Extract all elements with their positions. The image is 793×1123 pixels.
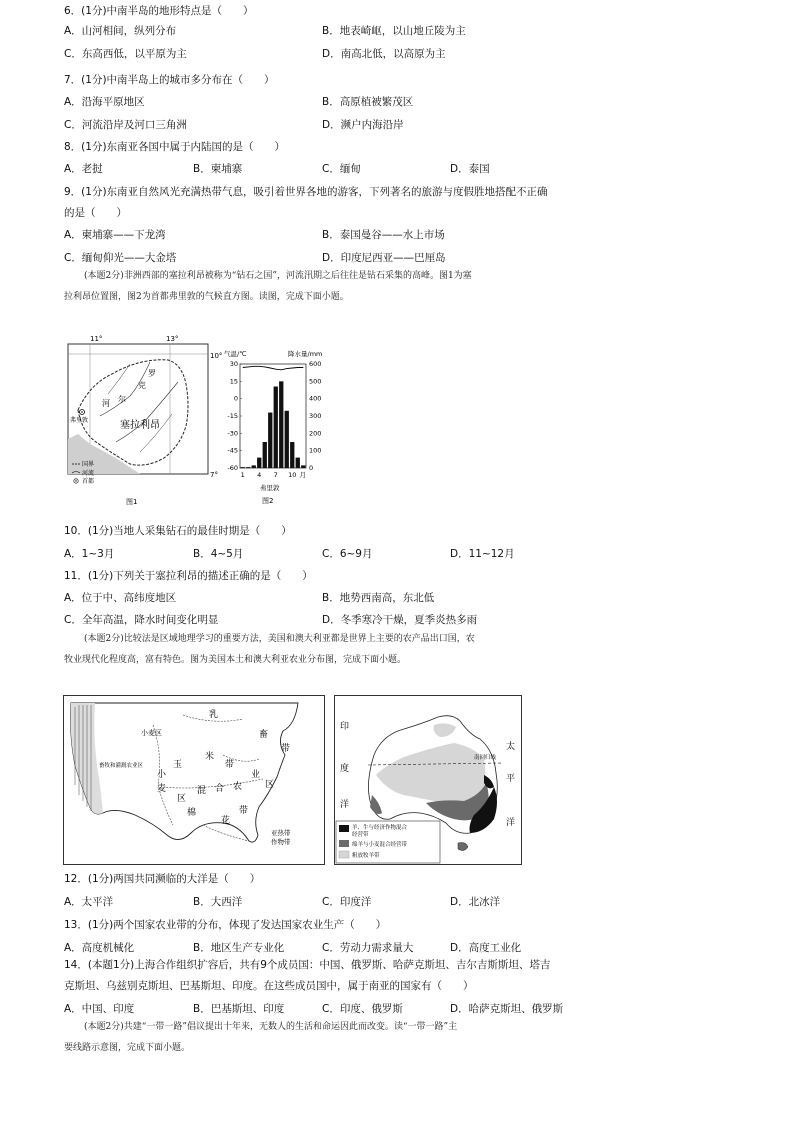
fig1-river-char-3: 尔 bbox=[118, 395, 126, 404]
fig2-precip-axis-label: 降水量/mm bbox=[288, 350, 323, 358]
q6-option-c[interactable]: C．东高西低，以平原为主 bbox=[64, 48, 187, 60]
fig1-lat-label-1: 10° bbox=[210, 352, 223, 360]
fig1-sierra-leone-map bbox=[60, 334, 225, 509]
precip-tick-label: 600 bbox=[309, 360, 322, 368]
fig2-climate-chart bbox=[222, 346, 337, 506]
us-mixed-char-4: 业 bbox=[251, 770, 261, 780]
aus-ocean-right-char-3: 洋 bbox=[506, 818, 516, 828]
us-cotton-char-1: 棉 bbox=[187, 808, 197, 818]
q7-option-b[interactable]: B．高原植被繁茂区 bbox=[322, 96, 414, 108]
precip-tick-label: 0 bbox=[309, 464, 314, 472]
q6-option-d[interactable]: D．南高北低，以高原为主 bbox=[322, 48, 446, 60]
aus-ocean-left-char-2: 度 bbox=[340, 764, 350, 774]
q9-stem-line2: 的是（ ） bbox=[64, 207, 127, 219]
us-subtropical-label-2: 作物带 bbox=[271, 838, 291, 846]
q6-stem: 6．(1分)中南半岛的地形特点是（ ） bbox=[64, 5, 254, 17]
us-mixed-char-3: 农 bbox=[233, 782, 243, 792]
q13-option-d[interactable]: D．高度工业化 bbox=[450, 942, 522, 954]
fig1-caption: 图1 bbox=[126, 498, 138, 506]
precip-bar-1 bbox=[241, 467, 245, 468]
fig1-river-char-1: 罗 bbox=[148, 369, 156, 378]
us-cotton-char-2: 花 bbox=[221, 816, 231, 826]
us-mixed-char-2: 合 bbox=[215, 784, 225, 794]
us-region-wheat: 小麦区 bbox=[141, 729, 162, 737]
precip-bar-5 bbox=[263, 442, 267, 468]
precip-bar-11 bbox=[296, 458, 300, 468]
q11-option-d[interactable]: D．冬季寒冷干燥，夏季炎热多雨 bbox=[322, 614, 478, 626]
fig1-lon-label-2: 13° bbox=[166, 335, 179, 343]
q7-option-d[interactable]: D．濒户内海沿岸 bbox=[322, 119, 404, 131]
temperature-line bbox=[243, 366, 303, 370]
q12-option-a[interactable]: A．太平洋 bbox=[64, 896, 114, 908]
fig1-country-label: 塞拉利昂 bbox=[120, 420, 160, 431]
month-tick-label: 7 bbox=[273, 471, 278, 479]
q8-option-b[interactable]: B．柬埔寨 bbox=[193, 163, 243, 175]
precip-bar-7 bbox=[274, 387, 278, 468]
q10-option-c[interactable]: C．6~9月 bbox=[322, 548, 373, 560]
us-region-west: 畜牧和灌溉农业区 bbox=[99, 763, 144, 769]
q12-option-c[interactable]: C．印度洋 bbox=[322, 896, 372, 908]
fig2-temp-axis-label: 气温/℃ bbox=[224, 350, 247, 358]
temp-tick-label: 15 bbox=[229, 377, 238, 386]
passage1-line1: (本题2分)非洲西部的塞拉利昂被称为“钻石之国”，河流汛期之后往往是钻石采集的高峰。图1为塞 bbox=[84, 271, 472, 281]
q6-option-b[interactable]: B．地表崎岖，以山地丘陵为主 bbox=[322, 25, 466, 37]
q8-option-d[interactable]: D．泰国 bbox=[450, 163, 490, 175]
passage2-line1: (本题2分)比较法是区域地理学习的重要方法，美国和澳大利亚都是世界上主要的农产品出口国，农 bbox=[84, 634, 475, 644]
fig1-legend-river: 河流 bbox=[82, 470, 95, 477]
fig1-lon-label-1: 11° bbox=[90, 335, 103, 343]
temp-tick-label: -30 bbox=[227, 429, 238, 438]
q14-stem-line1: 14．(本题1分)上海合作组织扩容后，共有9个成员国：中国、俄罗斯、哈萨克斯坦、吉尔吉斯斯坦、塔吉 bbox=[64, 959, 551, 971]
australia-agriculture-map bbox=[334, 695, 522, 865]
us-mixed-char-5: 区 bbox=[265, 780, 275, 790]
us-wheat-char-3: 区 bbox=[177, 794, 187, 804]
us-dairy-char-1: 乳 bbox=[209, 710, 219, 720]
passage2-line2: 牧业现代化程度高，富有特色。图为美国本土和澳大利亚农业分布图，完成下面小题。 bbox=[64, 655, 407, 665]
fig1-river-char-4: 河 bbox=[102, 399, 110, 408]
q9-stem-line1: 9．(1分)东南亚自然风光充满热带气息，吸引着世界各地的游客，下列著名的旅游与度假胜地搭配不正确 bbox=[64, 186, 548, 198]
q13-option-b[interactable]: B．地区生产专业化 bbox=[193, 942, 285, 954]
q14-stem-line2: 克斯坦、乌兹别克斯坦、巴基斯坦、印度。在这些成员国中，属于南亚的国家有（ ） bbox=[64, 980, 474, 992]
us-dairy-char-2: 畜 bbox=[259, 730, 269, 740]
aus-legend-wheat-sheep: 绵羊与小麦混合经营带 bbox=[352, 842, 408, 848]
q10-stem: 10．(1分)当地人采集钻石的最佳时期是（ ） bbox=[64, 525, 292, 537]
q9-option-b[interactable]: B．泰国曼谷——水上市场 bbox=[322, 229, 445, 241]
q11-option-a[interactable]: A．位于中、高纬度地区 bbox=[64, 592, 177, 604]
q10-option-a[interactable]: A．1~3月 bbox=[64, 548, 115, 560]
precip-bar-2 bbox=[246, 467, 250, 468]
us-corn-char-2: 米 bbox=[205, 752, 215, 762]
us-corn-char-1: 玉 bbox=[173, 760, 183, 770]
q14-option-c[interactable]: C．印度、俄罗斯 bbox=[322, 1003, 403, 1015]
q7-stem: 7．(1分)中南半岛上的城市多分布在（ ） bbox=[64, 74, 275, 86]
temp-tick-label: 0 bbox=[233, 394, 238, 403]
temp-tick-label: 30 bbox=[229, 360, 238, 368]
fig1-legend-border: 国界 bbox=[82, 461, 95, 468]
us-wheat-char-1: 小 bbox=[157, 770, 167, 780]
q6-option-a[interactable]: A．山河相间，纵列分布 bbox=[64, 25, 177, 37]
q7-option-a[interactable]: A．沿海平原地区 bbox=[64, 96, 145, 108]
q9-option-d[interactable]: D．印度尼西亚——巴厘岛 bbox=[322, 252, 446, 264]
month-tick-label: 月 bbox=[299, 471, 306, 479]
aus-ocean-right-char-1: 太 bbox=[506, 742, 516, 752]
aus-tropic-label: 南回归线 bbox=[474, 755, 497, 761]
q10-option-b[interactable]: B．4~5月 bbox=[193, 548, 244, 560]
precip-tick-label: 400 bbox=[309, 394, 322, 403]
q13-stem: 13．(1分)两个国家农业带的分布，体现了发达国家农业生产（ ） bbox=[64, 919, 387, 931]
precip-bar-9 bbox=[285, 411, 289, 468]
temp-tick-label: -45 bbox=[227, 446, 238, 455]
precip-bar-10 bbox=[290, 442, 294, 468]
fig1-river-char-2: 克 bbox=[138, 381, 146, 390]
us-subtropical-label-1: 亚热带 bbox=[271, 829, 291, 837]
temp-tick-label: -15 bbox=[227, 412, 238, 420]
us-dairy-char-3: 带 bbox=[281, 744, 291, 754]
precip-bar-4 bbox=[257, 458, 261, 468]
month-tick-label: 4 bbox=[257, 471, 262, 479]
passage1-line2: 拉利昂位置图，图2为首都弗里敦的气候直方图。读图，完成下面小题。 bbox=[64, 292, 349, 302]
q10-option-d[interactable]: D．11~12月 bbox=[450, 548, 515, 560]
q7-option-c[interactable]: C．河流沿岸及河口三角洲 bbox=[64, 119, 187, 131]
precip-bar-3 bbox=[252, 465, 256, 468]
q13-option-a[interactable]: A．高度机械化 bbox=[64, 942, 135, 954]
q8-option-c[interactable]: C．缅甸 bbox=[322, 163, 361, 175]
us-mixed-char-1: 混 bbox=[197, 786, 207, 796]
q14-option-a[interactable]: A．中国、印度 bbox=[64, 1003, 135, 1015]
q11-stem: 11．(1分)下列关于塞拉利昂的描述正确的是（ ） bbox=[64, 570, 313, 582]
passage3-line1: (本题2分)共建“一带一路”倡议提出十年来，无数人的生活和命运因此而改变。读“一带一路”主 bbox=[84, 1022, 458, 1032]
us-agriculture-map bbox=[63, 695, 325, 865]
month-tick-label: 10 bbox=[288, 471, 297, 479]
us-corn-char-3: 带 bbox=[225, 760, 235, 770]
month-tick-label: 1 bbox=[240, 471, 245, 479]
precip-tick-label: 500 bbox=[309, 377, 322, 386]
precip-tick-label: 200 bbox=[309, 429, 322, 438]
q9-option-c[interactable]: C．缅甸仰光——大金塔 bbox=[64, 252, 177, 264]
aus-ocean-right-char-2: 平 bbox=[506, 774, 516, 784]
q8-option-a[interactable]: A．老挝 bbox=[64, 163, 103, 175]
fig2-caption: 图2 bbox=[262, 497, 274, 505]
q12-option-d[interactable]: D．北冰洋 bbox=[450, 896, 501, 908]
q12-option-b[interactable]: B．大西洋 bbox=[193, 896, 243, 908]
q9-option-a[interactable]: A．柬埔寨——下龙湾 bbox=[64, 229, 166, 241]
q8-stem: 8．(1分)东南亚各国中属于内陆国的是（ ） bbox=[64, 141, 286, 153]
aus-legend-extensive: 粗放牧羊带 bbox=[352, 853, 380, 859]
fig1-lat-label-2: 7° bbox=[210, 471, 218, 479]
aus-ocean-left-char-3: 洋 bbox=[340, 800, 350, 810]
q11-option-c[interactable]: C．全年高温，降水时间变化明显 bbox=[64, 614, 219, 626]
q12-stem: 12．(1分)两国共同濒临的大洋是（ ） bbox=[64, 873, 261, 885]
fig1-legend-capital: 首都 bbox=[82, 478, 95, 485]
aus-legend-mixed-line2: 经营带 bbox=[352, 832, 369, 838]
fig1-capital-label: 弗里敦 bbox=[70, 417, 89, 424]
precip-bar-12 bbox=[301, 465, 305, 468]
q11-option-b[interactable]: B．地势西南高，东北低 bbox=[322, 592, 435, 604]
precip-bar-8 bbox=[279, 381, 283, 468]
aus-ocean-left-char-1: 印 bbox=[340, 722, 350, 732]
precip-bar-6 bbox=[268, 413, 272, 468]
aus-legend-mixed-line1: 羊、牛与经济作物混合 bbox=[352, 825, 408, 831]
q14-option-b[interactable]: B．巴基斯坦、印度 bbox=[193, 1003, 285, 1015]
precip-tick-label: 300 bbox=[309, 412, 322, 420]
passage3-line2: 要线路示意图，完成下面小题。 bbox=[64, 1043, 191, 1053]
us-wheat-char-2: 麦 bbox=[157, 784, 167, 794]
q14-option-d[interactable]: D．哈萨克斯坦、俄罗斯 bbox=[450, 1003, 564, 1015]
q13-option-c[interactable]: C．劳动力需求量大 bbox=[322, 942, 414, 954]
fig2-city-label: 弗里敦 bbox=[260, 484, 280, 492]
us-cotton-char-3: 带 bbox=[239, 806, 249, 816]
temp-tick-label: -60 bbox=[227, 464, 238, 472]
precip-tick-label: 100 bbox=[309, 446, 322, 455]
